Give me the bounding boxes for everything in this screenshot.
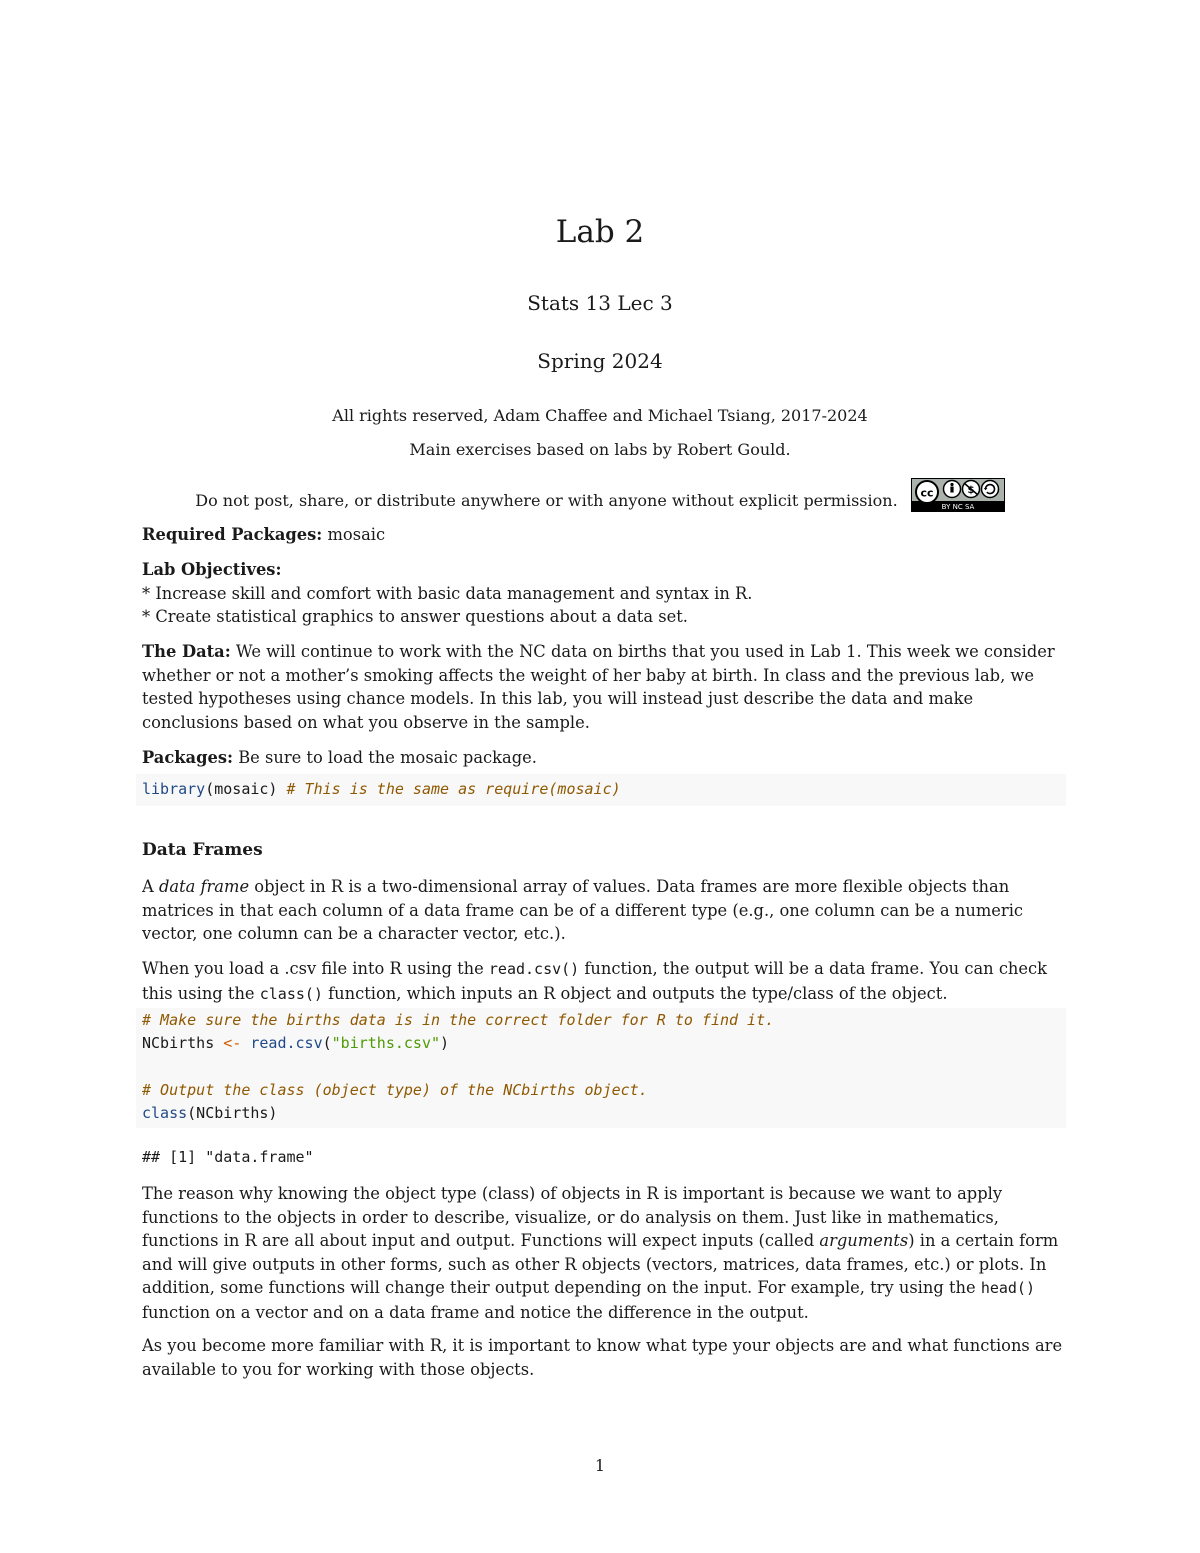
page-title: Lab 2	[555, 214, 645, 250]
svg-text:cc: cc	[920, 486, 934, 500]
rights-line: All rights reserved, Adam Chaffee and Michael Tsiang, 2017-2024	[332, 406, 868, 425]
code-args: (mosaic)	[205, 780, 287, 798]
required-packages-value: mosaic	[322, 525, 386, 544]
emphasis-data-frame: data frame	[158, 877, 250, 896]
data-frame-paragraph-2: When you load a .csv file into R using the read.csv() function, the output will be a data frame. You can check this using the class() function, which inputs an R object and outputs the type/class of the object.	[142, 959, 1048, 1003]
page-date: Spring 2024	[537, 349, 663, 373]
the-data-paragraph	[142, 640, 1064, 734]
objective-item: * Increase skill and comfort with basic data management and syntax in R.	[142, 583, 753, 603]
code-comment: # Output the class (object type) of the NCbirths object.	[142, 1080, 648, 1099]
code-output: ## [1] "data.frame"	[142, 1148, 314, 1166]
svg-text:$: $	[967, 485, 975, 496]
inline-code: read.csv()	[488, 960, 580, 978]
the-data-label: The Data:	[142, 642, 231, 661]
required-packages	[142, 523, 1064, 547]
emphasis-arguments: arguments	[819, 1231, 909, 1250]
the-data-text: We will continue to work with the NC data on births that you used in Lab 1. This week we consider whether or not a mother’s smoking affects the weight of her baby at birth. In class and the previous lab, we tested hypotheses using chance models. In this lab, you will instead just describe the data and make conclusions based on what you observe in the sample.	[142, 642, 1055, 732]
required-packages-label: Required Packages:	[142, 525, 323, 544]
section-heading-data-frames: Data Frames	[142, 840, 263, 860]
code-comment: # This is the same as require(mosaic)	[286, 780, 621, 798]
code-comment: # Make sure the births data is in the correct folder for R to find it.	[142, 1011, 775, 1029]
notice-text: Do not post, share, or distribute anywhere or with anyone without explicit permission.	[195, 491, 898, 510]
paragraph-familiar: As you become more familiar with R, it is important to know what type your objects are and what functions are available to you for working with those objects.	[142, 1336, 1063, 1379]
code-block-library	[136, 774, 1066, 806]
notice-line	[0, 478, 1200, 518]
packages-text: Be sure to load the mosaic package.	[233, 748, 537, 767]
page-subtitle: Stats 13 Lec 3	[527, 291, 673, 315]
objective-item: * Create statistical graphics to answer questions about a data set.	[142, 607, 688, 626]
cc-by-nc-sa-icon	[911, 478, 1005, 518]
inline-code: class()	[259, 984, 323, 1003]
lab-objectives-label: Lab Objectives:	[142, 560, 282, 579]
cc-badge-text: BY NC SA	[941, 503, 975, 511]
page-number: 1	[594, 1456, 606, 1475]
inline-code: head()	[980, 1279, 1035, 1297]
packages-label: Packages:	[142, 748, 234, 767]
packages-paragraph	[142, 746, 1064, 770]
lab-objectives	[142, 558, 1064, 629]
paragraph-object-type: The reason why knowing the object type (class) of objects in R is important is because we want to apply functions to the objects in order to describe, visualize, or do analysis on them. Just like in mathematics, functions in R are all about input and output. Functions will expect inputs (called arguments) in a certain form and will give outputs in other forms, such as other R objects (vectors, matrices, data frames, etc.) or plots. In addition, some functions will change their output depending on the input. For example, try using the head() function on a vector and on a data frame and notice the difference in the output.	[142, 1184, 1059, 1322]
code-block-read-csv: # Make sure the births data is in the correct folder for R to find it. NCbirths <- read.csv("births.csv") # Output the class (object type) of the NCbirths object. class(NCbirths)	[136, 1008, 1066, 1128]
data-frame-paragraph-1: A data frame object in R is a two-dimensional array of values. Data frames are more flexible objects than matrices in that each column of a data frame can be of a different type (e.g., one column can be a numeric vector, one column can be a character vector, etc.).	[142, 877, 1024, 943]
inline-code: .csv	[284, 959, 317, 978]
code-function: library	[142, 780, 206, 798]
based-on-line: Main exercises based on labs by Robert Gould.	[409, 440, 791, 459]
